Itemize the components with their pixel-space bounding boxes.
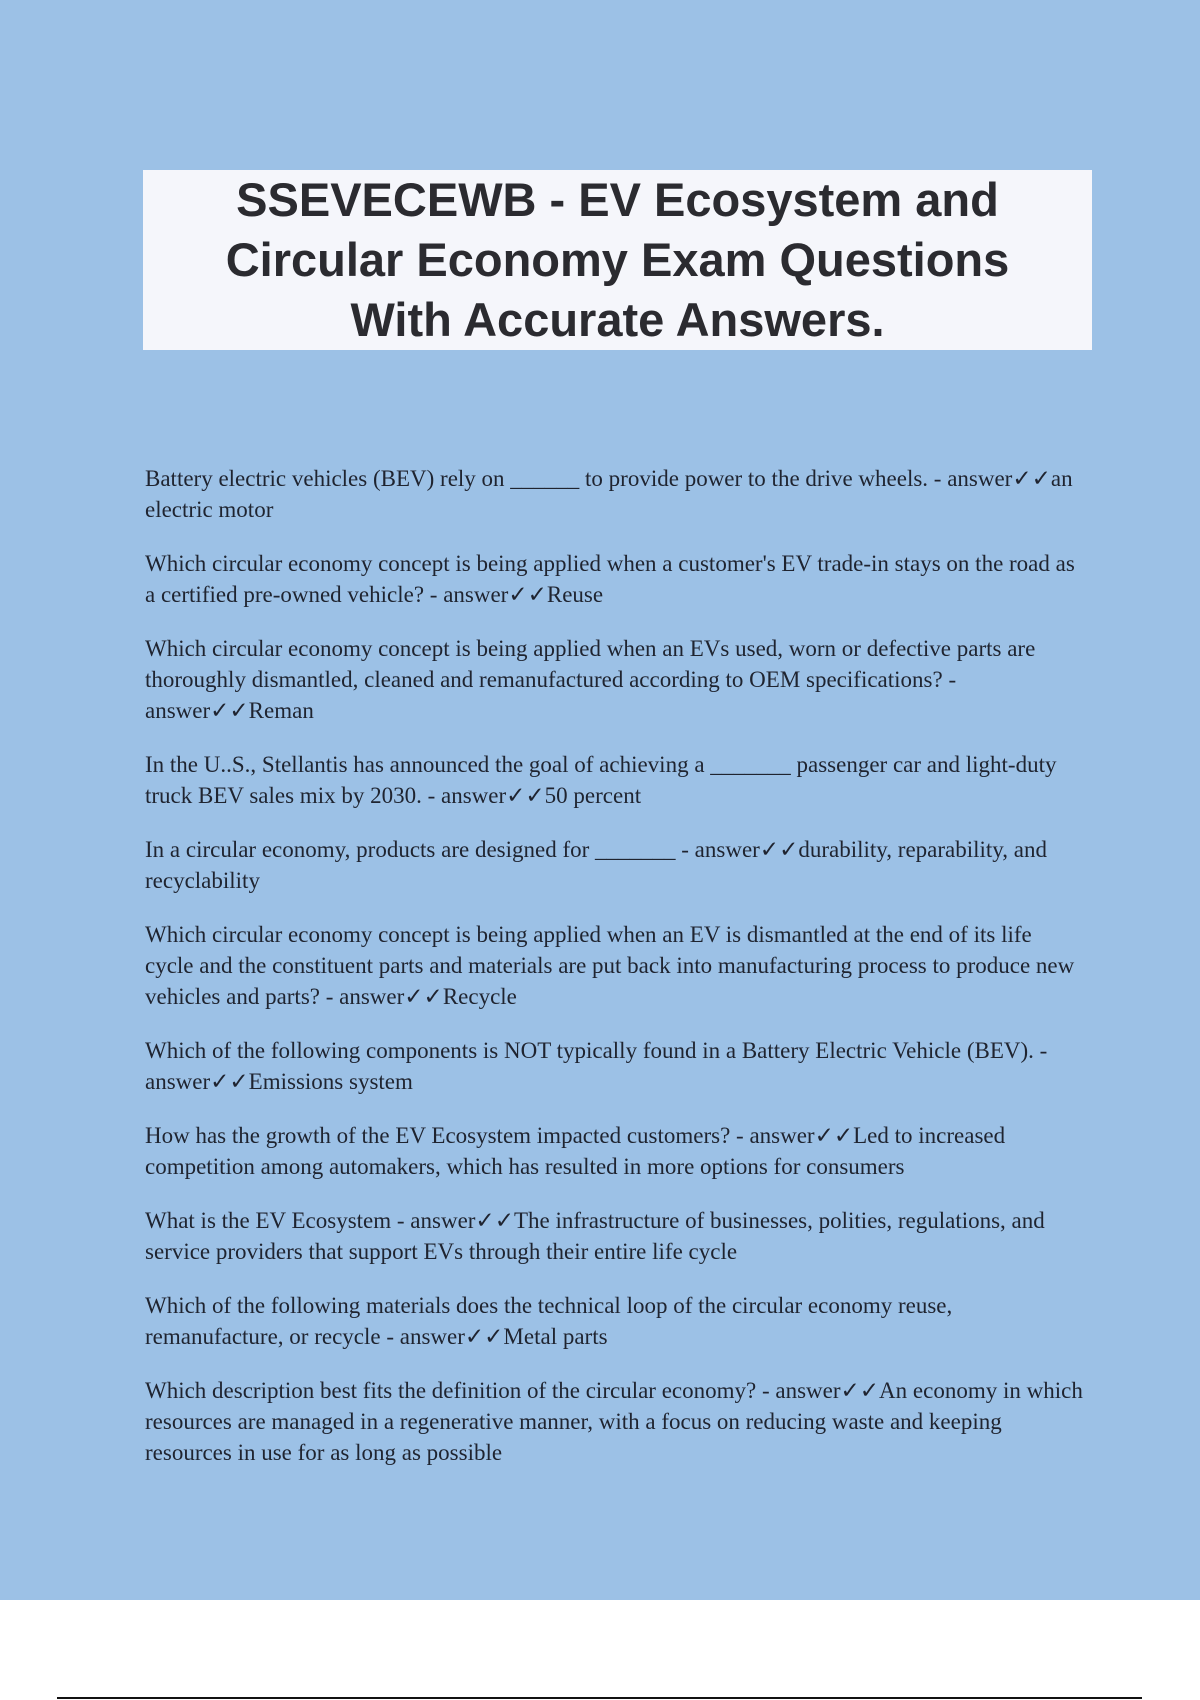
title-box: [143, 170, 1092, 350]
qa-item-1: Battery electric vehicles (BEV) rely on ______ to provide power to the drive wheels. - answer✓✓an electric motor: [145, 466, 1073, 522]
qa-item-8: How has the growth of the EV Ecosystem impacted customers? - answer✓✓Led to increased competition among automakers, which has resulted in more options for consumers: [145, 1123, 1006, 1179]
page-title-line-1: SSEVECEWB - EV Ecosystem and: [236, 173, 999, 226]
qa-item-2: Which circular economy concept is being applied when a customer's EV trade-in stays on the road as a certified pre-owned vehicle? - answer✓✓Reuse: [145, 551, 1075, 607]
footer-divider: [57, 1697, 1142, 1699]
qa-item-11: Which description best fits the definition of the circular economy? - answer✓✓An economy in which resources are managed in a regenerative manner, with a focus on reducing waste and keeping resources in use for as long as possible: [145, 1378, 1083, 1465]
qa-item-4: In the U..S., Stellantis has announced the goal of achieving a _______ passenger car and light-duty truck BEV sales mix by 2030. - answer✓✓50 percent: [145, 752, 1057, 808]
qa-item-9: What is the EV Ecosystem - answer✓✓The infrastructure of businesses, polities, regulations, and service providers that support EVs through their entire life cycle: [145, 1208, 1045, 1264]
qa-item-7: Which of the following components is NOT typically found in a Battery Electric Vehicle (BEV). - answer✓✓Emissions system: [145, 1038, 1048, 1094]
qa-item-6: Which circular economy concept is being applied when an EV is dismantled at the end of its life cycle and the constituent parts and materials are put back into manufacturing process to produce new vehicles and parts? - answer✓✓Recycle: [145, 922, 1075, 1009]
qa-item-10: Which of the following materials does the technical loop of the circular economy reuse, remanufacture, or recycle - answer✓✓Metal parts: [145, 1293, 953, 1349]
qa-item-3: Which circular economy concept is being applied when an EVs used, worn or defective parts are thoroughly dismantled, cleaned and remanufactured according to OEM specifications? - answer✓✓Reman: [145, 636, 1036, 723]
page-title-line-2: Circular Economy Exam Questions: [225, 233, 1010, 286]
question-answer-list: [145, 440, 1085, 1484]
page-title-line-3: With Accurate Answers.: [350, 293, 885, 346]
qa-item-5: In a circular economy, products are designed for _______ - answer✓✓durability, reparability, and recyclability: [145, 837, 1048, 893]
